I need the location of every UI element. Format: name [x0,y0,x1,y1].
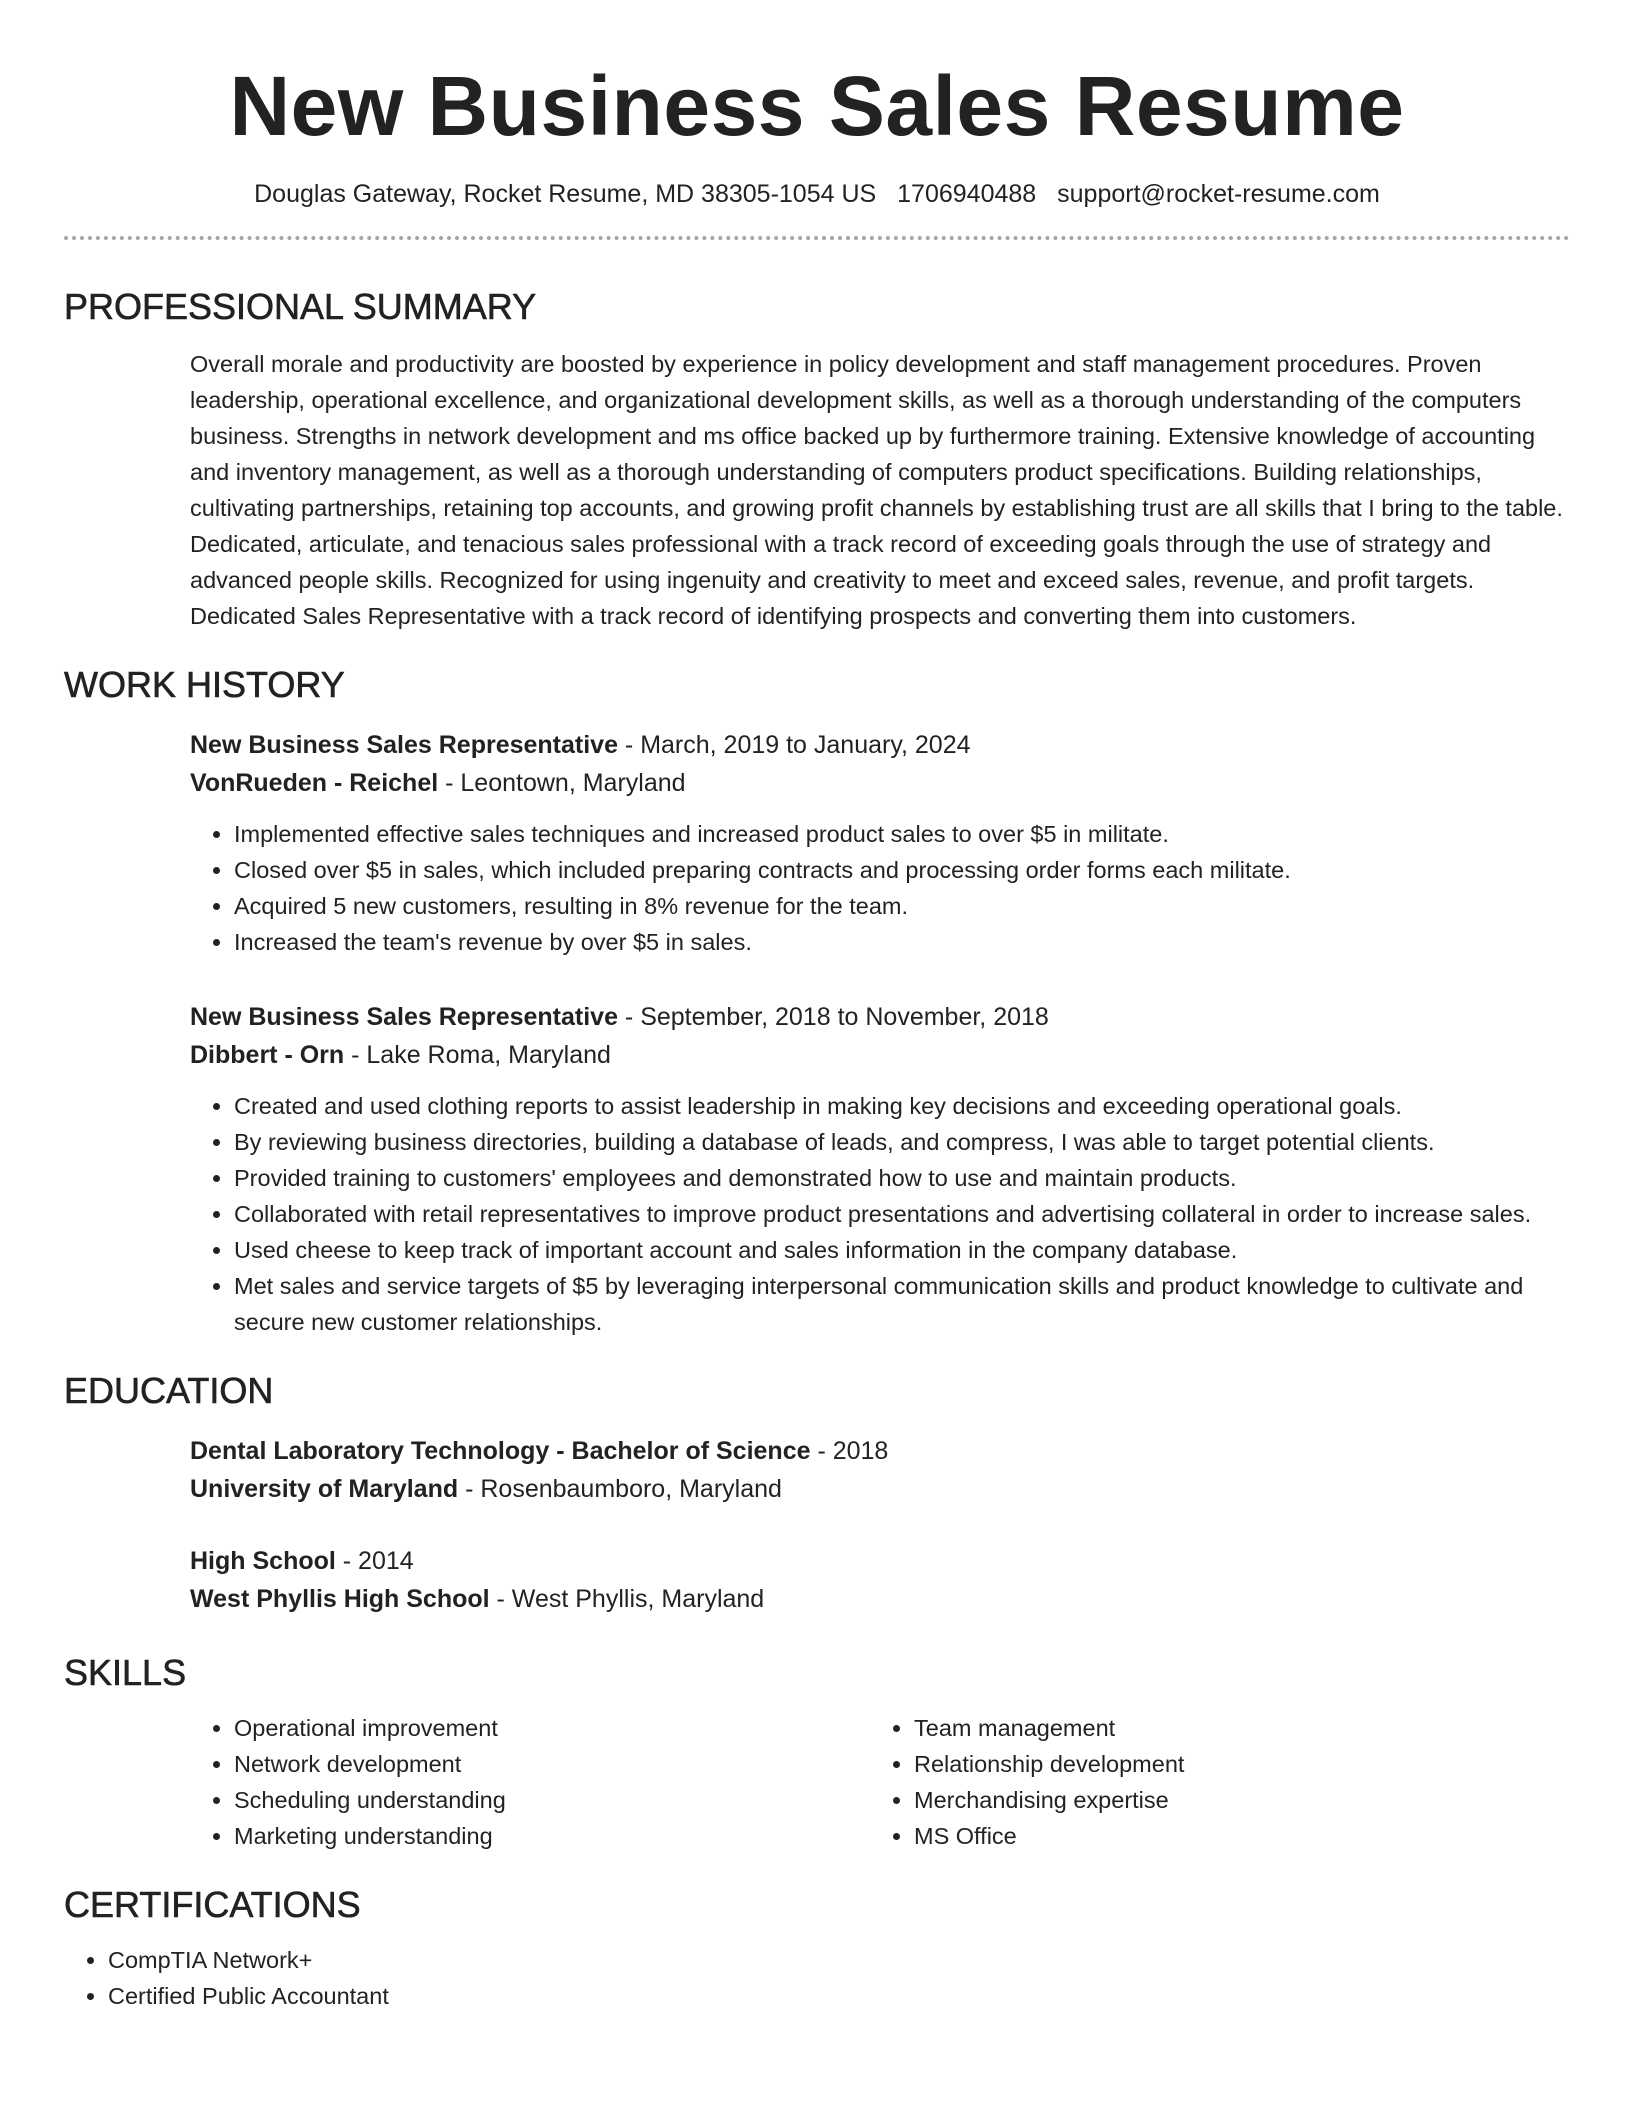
job-bullet: • Met sales and service targets of $5 by leveraging interpersonal communication skills and product knowledge to cultivate and secure new customer relationships. [234,1268,1570,1340]
contact-line [64,178,1570,210]
degree-year: - 2018 [810,1437,889,1465]
job-company-line [190,764,1570,802]
certifications-list [64,1942,1570,2014]
school-location: - Rosenbaumboro, Maryland [458,1475,782,1503]
job-bullets [190,1088,1570,1340]
job-bullet: • Used cheese to keep track of important account and sales information in the company database. [234,1232,1570,1268]
job-dates: - September, 2018 to November, 2018 [617,1003,1049,1031]
skill-item: • Marketing understanding [234,1818,870,1854]
resume-title: New Business Sales Resume [229,59,1405,153]
education-entry [190,1542,1570,1618]
contact-email: support@rocket-resume.com [1057,180,1380,208]
job-title-line [190,726,1570,764]
school-line [190,1580,1570,1618]
degree-year: - 2014 [335,1547,414,1575]
job-location: - Leontown, Maryland [438,769,686,797]
school-location: - West Phyllis, Maryland [489,1585,765,1613]
skill-item: • Merchandising expertise [914,1782,1550,1818]
job-bullet: • Acquired 5 new customers, resulting in 8% revenue for the team. [234,888,1570,924]
work-history-heading: WORK HISTORY [64,664,345,705]
contact-address: Douglas Gateway, Rocket Resume, MD 38305-1054 US [254,180,877,208]
skills-column-left [190,1710,870,1854]
job-title: New Business Sales Representative [190,731,618,759]
certification-item: • CompTIA Network+ [108,1942,1570,1978]
skills-column-right [870,1710,1550,1854]
summary-heading: PROFESSIONAL SUMMARY [64,286,537,327]
job-company-line [190,1036,1570,1074]
degree-line [190,1432,1570,1470]
job-company: Dibbert - Orn [190,1041,345,1069]
skills-heading: SKILLS [64,1652,187,1693]
job-entry [190,726,1570,960]
resume-page [64,0,1570,2014]
job-entry [190,998,1570,1340]
job-bullet: • Provided training to customers' employees and demonstrated how to use and maintain products. [234,1160,1570,1196]
certifications-heading: CERTIFICATIONS [64,1884,361,1925]
job-bullet: • Collaborated with retail representatives to improve product presentations and advertising collateral in order to increase sales. [234,1196,1570,1232]
skills-list [190,1710,870,1854]
degree: High School [190,1547,336,1575]
skill-item: • Network development [234,1746,870,1782]
education-entry [190,1432,1570,1508]
skill-item: • Team management [914,1710,1550,1746]
job-bullet: • Implemented effective sales techniques and increased product sales to over $5 in militate. [234,816,1570,852]
header-divider [64,236,1570,240]
job-dates: - March, 2019 to January, 2024 [617,731,971,759]
job-bullet: • Closed over $5 in sales, which included preparing contracts and processing order forms each militate. [234,852,1570,888]
contact-phone: 1706940488 [897,180,1037,208]
job-company: VonRueden - Reichel [190,769,439,797]
education-heading: EDUCATION [64,1370,274,1411]
skills-list [870,1710,1550,1854]
job-bullet: • Created and used clothing reports to assist leadership in making key decisions and exceeding operational goals. [234,1088,1570,1124]
job-title: New Business Sales Representative [190,1003,618,1031]
school-name: West Phyllis High School [190,1585,490,1613]
job-title-line [190,998,1570,1036]
job-bullet: • Increased the team's revenue by over $5 in sales. [234,924,1570,960]
skill-item: • Operational improvement [234,1710,870,1746]
job-location: - Lake Roma, Maryland [344,1041,611,1069]
job-bullets [190,816,1570,960]
skills-columns [190,1710,1570,1854]
school-line [190,1470,1570,1508]
skill-item: • Relationship development [914,1746,1550,1782]
skill-item: • Scheduling understanding [234,1782,870,1818]
job-bullet: • By reviewing business directories, building a database of leads, and compress, I was able to target potential clients. [234,1124,1570,1160]
summary-text: Overall morale and productivity are boosted by experience in policy development and staff management procedures. Proven leadership, operational excellence, and organizational development skills, as well as a thorough understanding of the computers business. Strengths in network development and ms office backed up by furthermore training. Extensive knowledge of accounting and inventory management, as well as a thorough understanding of computers product specifications. Building relationships, cultivating partnerships, retaining top accounts, and growing profit channels by establishing trust are all skills that I bring to the table. Dedicated, articulate, and tenacious sales professional with a track record of exceeding goals through the use of strategy and advanced people skills. Recognized for using ingenuity and creativity to meet and exceed sales, revenue, and profit targets. Dedicated Sales Representative with a track record of identifying prospects and converting them into customers. [190,351,1563,629]
skill-item: • MS Office [914,1818,1550,1854]
degree: Dental Laboratory Technology - Bachelor of Science [190,1437,811,1465]
school-name: University of Maryland [190,1475,459,1503]
certification-item: • Certified Public Accountant [108,1978,1570,2014]
degree-line [190,1542,1570,1580]
